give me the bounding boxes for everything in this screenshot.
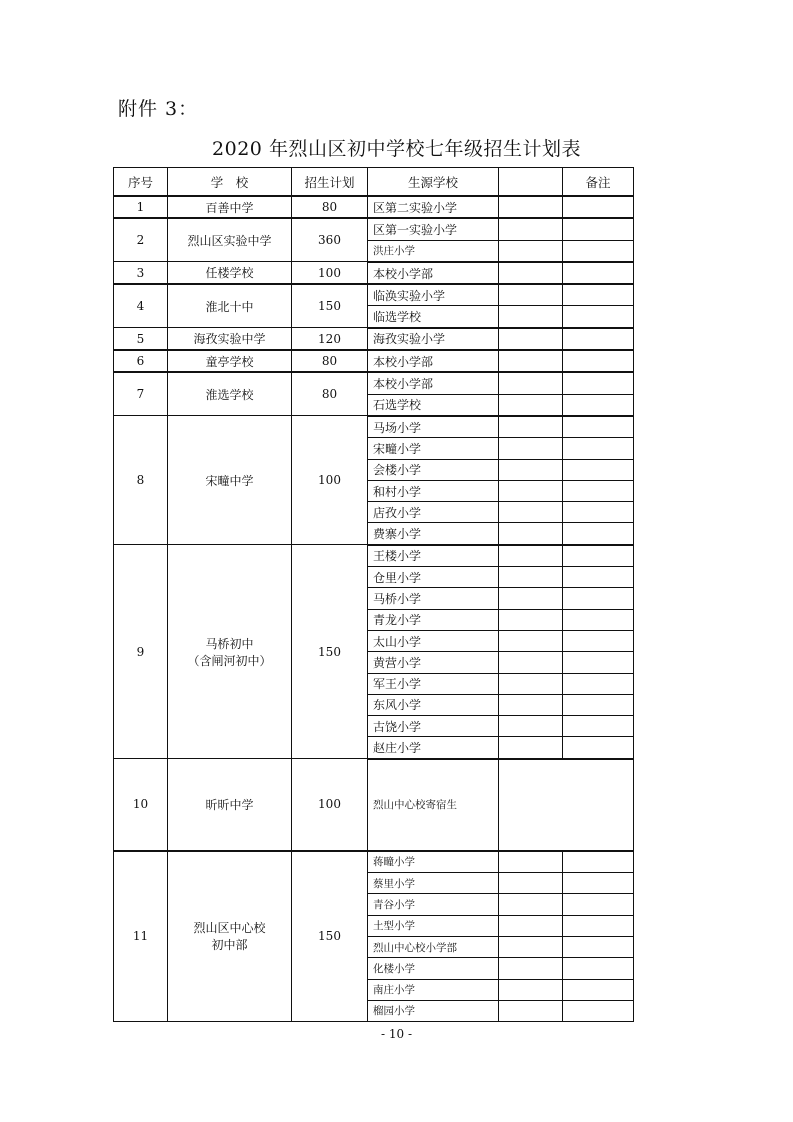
remark-cell [563, 694, 634, 715]
school-note: （含闸河初中） [187, 653, 272, 668]
blank-cell [499, 694, 563, 715]
row-school [168, 851, 292, 1022]
row-plan: 150 [292, 545, 368, 759]
page-number: - 10 - [380, 1027, 412, 1041]
remark-cell [563, 588, 634, 609]
remark-cell [563, 459, 634, 480]
blank-cell [499, 523, 563, 545]
table-row [114, 218, 634, 240]
row-school: 烈山区实验中学 [168, 218, 292, 262]
table-row [114, 759, 634, 851]
blank-cell [499, 958, 563, 979]
source-school: 王楼小学 [368, 545, 499, 567]
table-row [114, 328, 634, 350]
table-row [114, 284, 634, 306]
source-school: 青龙小学 [368, 609, 499, 630]
header-school: 学 校 [168, 168, 292, 197]
source-school: 临涣实验小学 [368, 284, 499, 306]
source-school: 石选学校 [368, 394, 499, 416]
blank-cell [499, 306, 563, 328]
blank-cell [499, 567, 563, 588]
source-school: 临选学校 [368, 306, 499, 328]
remark-cell [499, 759, 634, 851]
row-plan: 80 [292, 350, 368, 372]
remark-cell [563, 894, 634, 915]
row-no: 8 [114, 416, 168, 545]
source-school: 区第二实验小学 [368, 196, 499, 218]
source-school: 土型小学 [368, 915, 499, 936]
remark-cell [563, 873, 634, 894]
remark-cell [563, 196, 634, 218]
table-row [114, 416, 634, 438]
source-school: 本校小学部 [368, 262, 499, 284]
blank-cell [499, 979, 563, 1000]
row-no: 4 [114, 284, 168, 328]
source-school: 费寨小学 [368, 523, 499, 545]
row-school [168, 545, 292, 759]
document-title: 2020 年烈山区初中学校七年级招生计划表 [212, 138, 581, 160]
header-no: 序号 [114, 168, 168, 197]
remark-cell [563, 958, 634, 979]
blank-cell [499, 284, 563, 306]
remark-cell [563, 1000, 634, 1021]
source-school: 马桥小学 [368, 588, 499, 609]
source-school: 赵庄小学 [368, 737, 499, 759]
source-school: 本校小学部 [368, 372, 499, 394]
source-school: 会楼小学 [368, 459, 499, 480]
row-school: 海孜实验中学 [168, 328, 292, 350]
row-no: 1 [114, 196, 168, 218]
row-no: 10 [114, 759, 168, 851]
attachment-label: 附件 3： [118, 98, 199, 120]
header-blank [499, 168, 563, 197]
remark-cell [563, 936, 634, 957]
source-school: 青谷小学 [368, 894, 499, 915]
remark-cell [563, 284, 634, 306]
remark-cell [563, 350, 634, 372]
row-school: 童亭学校 [168, 350, 292, 372]
source-school: 本校小学部 [368, 350, 499, 372]
blank-cell [499, 873, 563, 894]
source-school: 和村小学 [368, 480, 499, 501]
row-school: 淮北十中 [168, 284, 292, 328]
blank-cell [499, 438, 563, 459]
remark-cell [563, 567, 634, 588]
row-school: 淮选学校 [168, 372, 292, 416]
school-name: 马桥初中 [205, 636, 254, 651]
source-school: 化楼小学 [368, 958, 499, 979]
row-plan: 80 [292, 196, 368, 218]
blank-cell [499, 459, 563, 480]
row-plan: 150 [292, 284, 368, 328]
blank-cell [499, 673, 563, 694]
remark-cell [563, 979, 634, 1000]
source-school: 烈山中心校小学部 [368, 936, 499, 957]
blank-cell [499, 630, 563, 651]
source-school: 店孜小学 [368, 502, 499, 523]
remark-cell [563, 262, 634, 284]
blank-cell [499, 480, 563, 501]
blank-cell [499, 416, 563, 438]
blank-cell [499, 328, 563, 350]
table-row [114, 350, 634, 372]
source-school: 区第一实验小学 [368, 218, 499, 240]
source-school: 古饶小学 [368, 716, 499, 737]
blank-cell [499, 588, 563, 609]
remark-cell [563, 716, 634, 737]
table-header-row [114, 168, 634, 197]
remark-cell [563, 416, 634, 438]
row-plan: 100 [292, 262, 368, 284]
row-plan: 100 [292, 416, 368, 545]
row-no: 5 [114, 328, 168, 350]
row-plan: 80 [292, 372, 368, 416]
table-row [114, 851, 634, 873]
remark-cell [563, 851, 634, 873]
row-no: 2 [114, 218, 168, 262]
blank-cell [499, 851, 563, 873]
blank-cell [499, 240, 563, 262]
source-school: 马场小学 [368, 416, 499, 438]
source-school: 南庄小学 [368, 979, 499, 1000]
row-no: 3 [114, 262, 168, 284]
remark-cell [563, 502, 634, 523]
remark-cell [563, 630, 634, 651]
remark-cell [563, 306, 634, 328]
header-plan: 招生计划 [292, 168, 368, 197]
row-plan: 360 [292, 218, 368, 262]
remark-cell [563, 480, 634, 501]
remark-cell [563, 394, 634, 416]
school-note: 初中部 [211, 938, 248, 953]
row-no: 9 [114, 545, 168, 759]
remark-cell [563, 240, 634, 262]
remark-cell [563, 545, 634, 567]
remark-cell [563, 218, 634, 240]
source-school: 海孜实验小学 [368, 328, 499, 350]
remark-cell [563, 523, 634, 545]
blank-cell [499, 652, 563, 673]
blank-cell [499, 716, 563, 737]
blank-cell [499, 372, 563, 394]
row-school: 百善中学 [168, 196, 292, 218]
table-row [114, 262, 634, 284]
remark-cell [563, 673, 634, 694]
header-remark: 备注 [563, 168, 634, 197]
table-row [114, 545, 634, 567]
blank-cell [499, 196, 563, 218]
blank-cell [499, 262, 563, 284]
row-plan: 150 [292, 851, 368, 1022]
blank-cell [499, 609, 563, 630]
row-plan: 120 [292, 328, 368, 350]
source-school: 太山小学 [368, 630, 499, 651]
source-school: 蒋疃小学 [368, 851, 499, 873]
source-school: 黄营小学 [368, 652, 499, 673]
source-school: 烈山中心校寄宿生 [368, 759, 499, 851]
blank-cell [499, 218, 563, 240]
blank-cell [499, 350, 563, 372]
remark-cell [563, 609, 634, 630]
source-school: 仓里小学 [368, 567, 499, 588]
blank-cell [499, 936, 563, 957]
source-school: 宋疃小学 [368, 438, 499, 459]
blank-cell [499, 894, 563, 915]
blank-cell [499, 1000, 563, 1021]
row-no: 6 [114, 350, 168, 372]
blank-cell [499, 545, 563, 567]
table-row [114, 196, 634, 218]
row-plan: 100 [292, 759, 368, 851]
blank-cell [499, 394, 563, 416]
source-school: 榴园小学 [368, 1000, 499, 1021]
source-school: 蔡里小学 [368, 873, 499, 894]
school-name: 烈山区中心校 [193, 921, 266, 936]
table-row [114, 372, 634, 394]
blank-cell [499, 502, 563, 523]
source-school: 军王小学 [368, 673, 499, 694]
remark-cell [563, 652, 634, 673]
row-school: 宋疃中学 [168, 416, 292, 545]
row-school: 昕昕中学 [168, 759, 292, 851]
remark-cell [563, 737, 634, 759]
row-no: 11 [114, 851, 168, 1022]
source-school: 东风小学 [368, 694, 499, 715]
enrollment-plan-table [113, 167, 634, 1022]
remark-cell [563, 915, 634, 936]
header-source: 生源学校 [368, 168, 499, 197]
remark-cell [563, 328, 634, 350]
source-school: 洪庄小学 [368, 240, 499, 262]
remark-cell [563, 438, 634, 459]
row-school: 任楼学校 [168, 262, 292, 284]
blank-cell [499, 737, 563, 759]
row-no: 7 [114, 372, 168, 416]
remark-cell [563, 372, 634, 394]
blank-cell [499, 915, 563, 936]
